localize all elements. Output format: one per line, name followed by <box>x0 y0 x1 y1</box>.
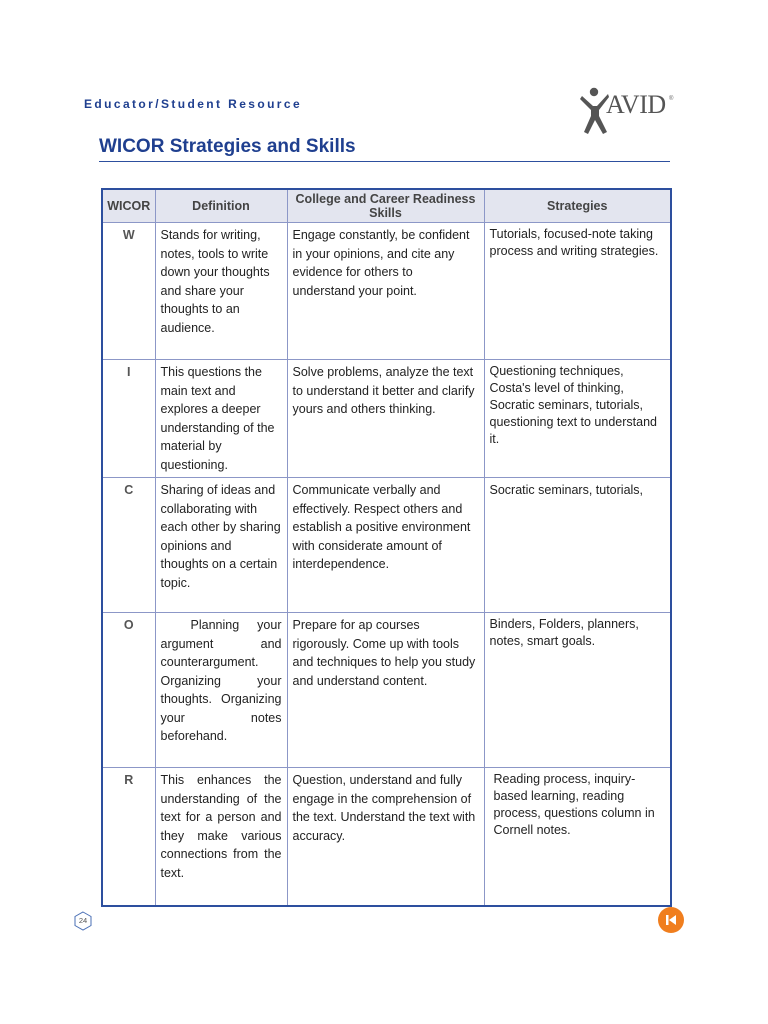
row-strategies: Binders, Folders, planners, notes, smart goals. <box>484 613 671 768</box>
row-skills: Engage constantly, be confident in your opinions, and cite any evidence for others to understand your point. <box>287 223 484 360</box>
row-strategies: Questioning techniques, Costa's level of thinking, Socratic seminars, tutorials, questioning text to understand it. <box>484 360 671 478</box>
header-strategies: Strategies <box>484 189 671 223</box>
row-definition: Planning your argument and counterargument. Organizing your thoughts. Organizing your notes beforehand. <box>155 613 287 768</box>
logo-wordmark: AVID <box>606 90 666 119</box>
row-letter: W <box>102 223 155 360</box>
header-skills: College and Career Readiness Skills <box>287 189 484 223</box>
row-skills: Communicate verbally and effectively. Respect others and establish a positive environment with considerate amount of interdependence. <box>287 478 484 613</box>
table-row-r <box>102 768 671 906</box>
page-number-badge <box>74 911 92 931</box>
table-row-c <box>102 478 671 613</box>
row-definition: Stands for writing, notes, tools to write down your thoughts and share your thoughts to an audience. <box>155 223 287 360</box>
avid-logo <box>580 84 675 136</box>
back-to-start-button[interactable] <box>658 907 684 933</box>
row-definition: This enhances the understanding of the text for a person and they make various connections from the text. <box>155 768 287 906</box>
table-row-w <box>102 223 671 360</box>
row-strategies: Reading process, inquiry-based learning, reading process, questions column in Cornell notes. <box>484 768 671 906</box>
page-number: 24 <box>78 916 88 925</box>
row-skills: Solve problems, analyze the text to understand it better and clarify yours and others thinking. <box>287 360 484 478</box>
table-header-row <box>102 189 671 223</box>
wicor-table <box>101 188 672 907</box>
row-skills: Question, understand and fully engage in the comprehension of the text. Understand the text with accuracy. <box>287 768 484 906</box>
row-letter: O <box>102 613 155 768</box>
table-row-o <box>102 613 671 768</box>
resource-label: Educator/Student Resource <box>84 97 303 111</box>
registered-mark: ® <box>669 96 674 102</box>
title-divider <box>99 161 670 162</box>
row-letter: I <box>102 360 155 478</box>
row-strategies: Tutorials, focused-note taking process and writing strategies. <box>484 223 671 360</box>
row-letter: C <box>102 478 155 613</box>
row-definition: Sharing of ideas and collaborating with each other by sharing opinions and thoughts on a certain topic. <box>155 478 287 613</box>
skip-back-icon <box>658 907 684 933</box>
row-strategies: Socratic seminars, tutorials, <box>484 478 671 613</box>
row-skills: Prepare for ap courses rigorously. Come up with tools and techniques to help you study and understand content. <box>287 613 484 768</box>
header-definition: Definition <box>155 189 287 223</box>
row-definition: This questions the main text and explores a deeper understanding of the material by questioning. <box>155 360 287 478</box>
row-letter: R <box>102 768 155 906</box>
header-letter: WICOR <box>102 189 155 223</box>
page-title: WICOR Strategies and Skills <box>99 136 356 157</box>
table-row-i <box>102 360 671 478</box>
